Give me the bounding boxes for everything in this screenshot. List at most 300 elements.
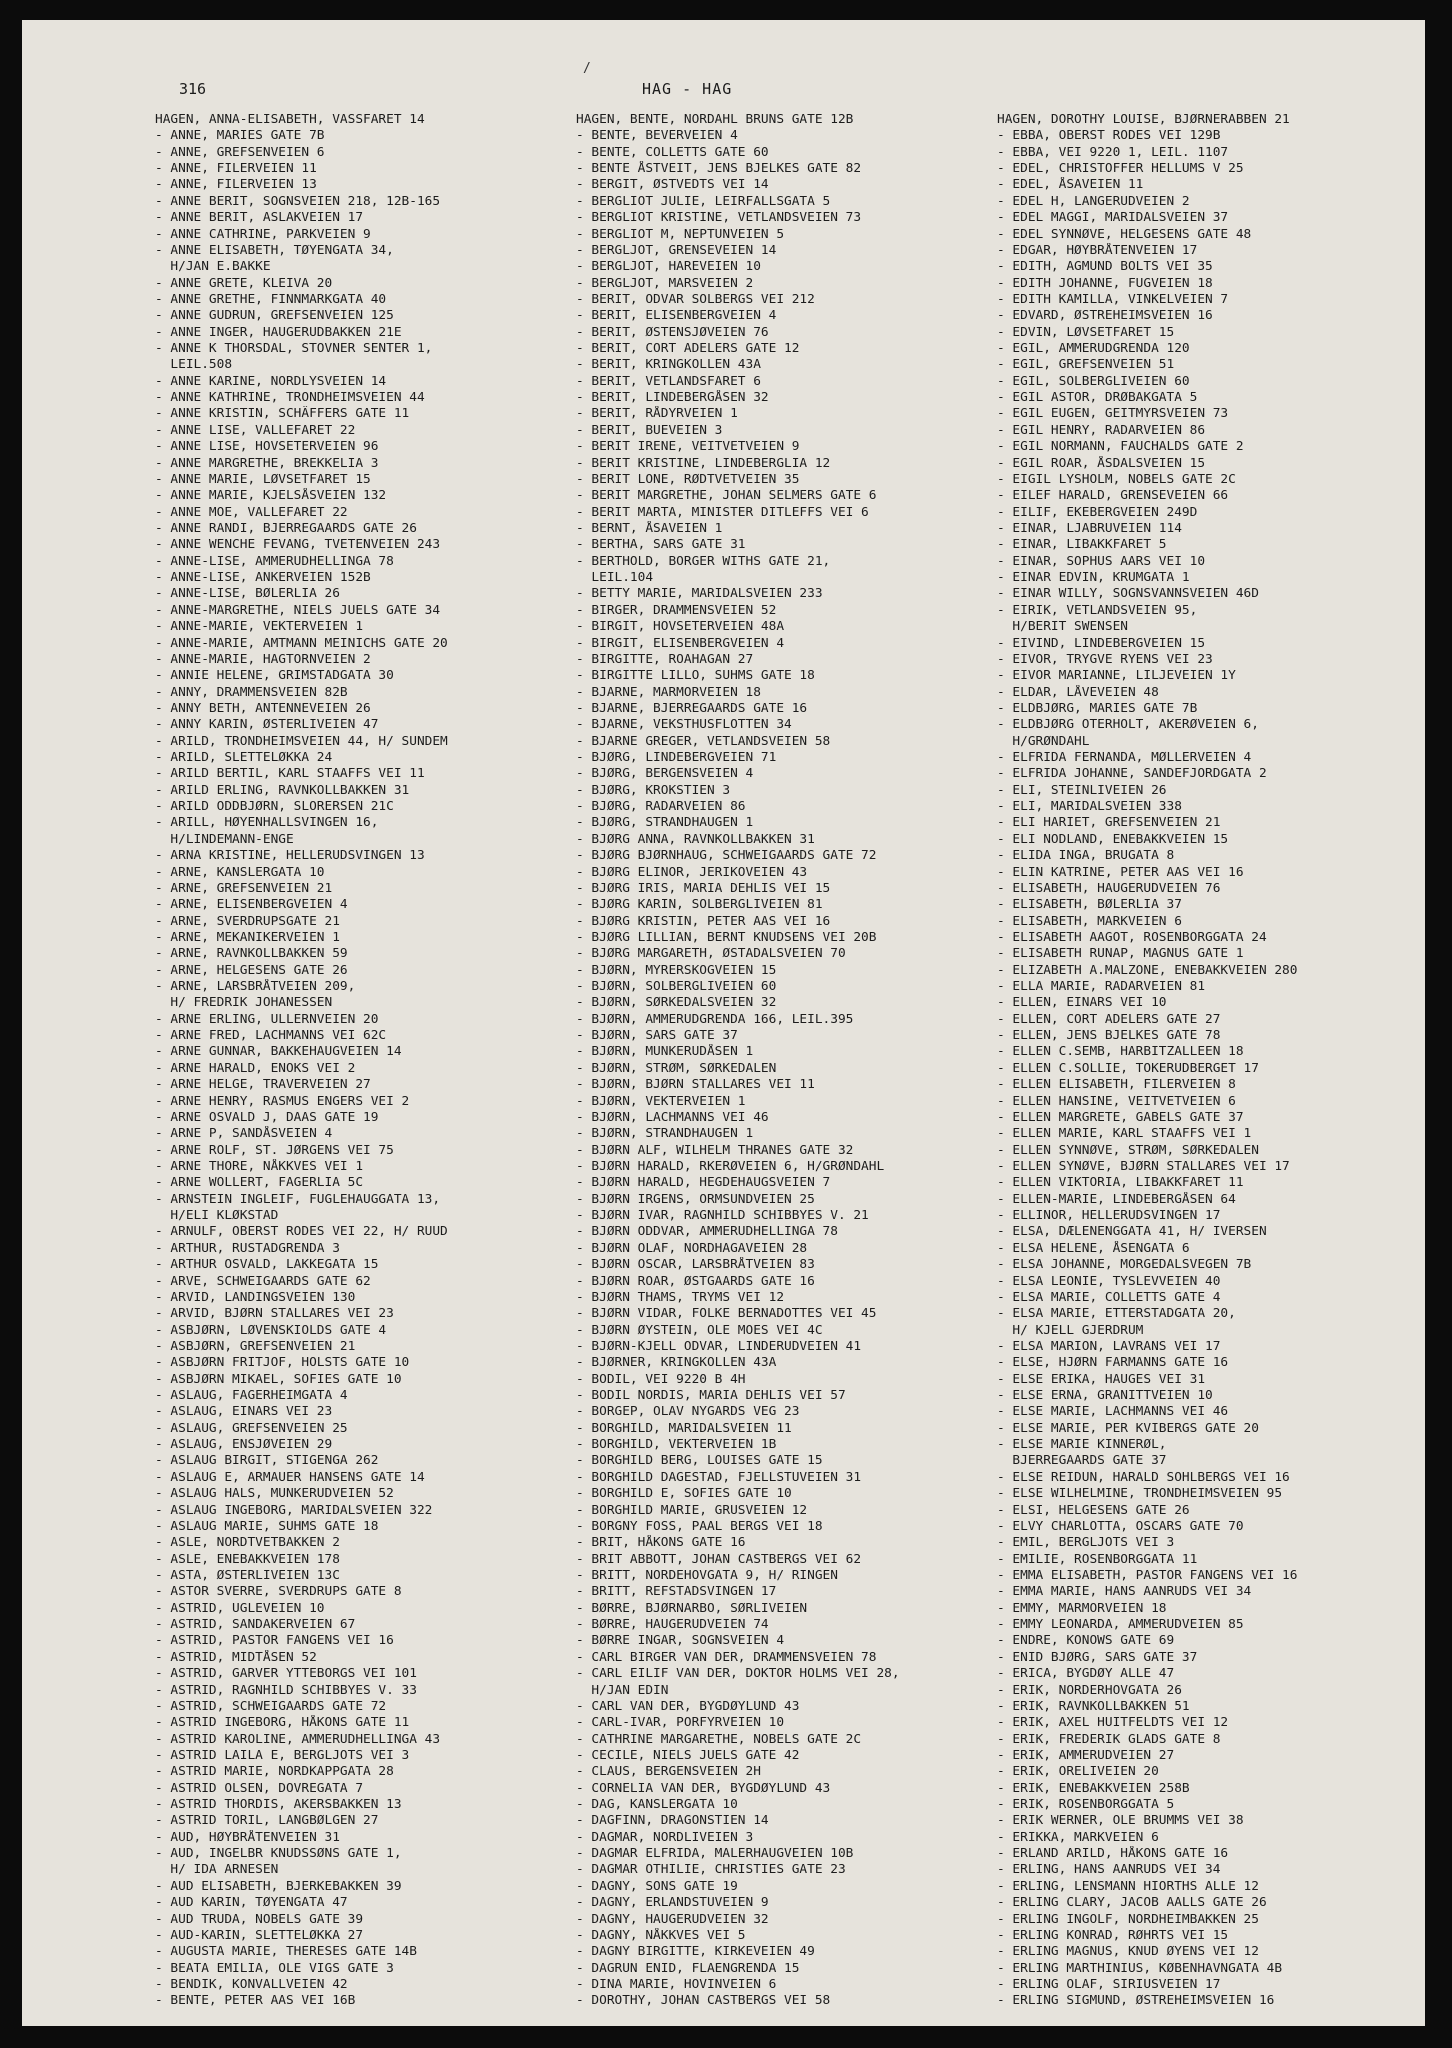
directory-entry-line: - ERLING KONRAD, RØHRTS VEI 15	[997, 1927, 1229, 1943]
directory-entry-line: - BERIT, VETLANDSFARET 6	[576, 373, 761, 389]
directory-entry-line: - ASBJØRN, LØVENSKIOLDS GATE 4	[155, 1322, 387, 1338]
directory-entry-line: - BJARNE, BJERREGAARDS GATE 16	[576, 700, 808, 716]
directory-entry-line: - DAG, KANSLERGATA 10	[576, 1797, 738, 1813]
directory-entry-line: - ASTRID, SCHWEIGAARDS GATE 72	[155, 1698, 387, 1714]
directory-entry-line: - ARNE, SVERDRUPSGATE 21	[155, 913, 340, 929]
directory-entry-line: - BERIT, LINDEBERGÅSEN 32	[576, 390, 769, 406]
directory-entry-line: - AUD-KARIN, SLETTELØKKA 27	[155, 1927, 364, 1943]
directory-entry-line: - BJØRG IRIS, MARIA DEHLIS VEI 15	[576, 880, 831, 896]
pen-mark: /	[583, 61, 591, 76]
directory-entry-line: - ELSE MARIE, PER KVIBERGS GATE 20	[997, 1420, 1259, 1436]
directory-entry-line: - ASTRID MARIE, NORDKAPPGATA 28	[155, 1764, 394, 1780]
directory-entry-line: - ANNE GUDRUN, GREFSENVEIEN 125	[155, 308, 394, 324]
directory-entry-line: - ARVID, BJØRN STALLARES VEI 23	[155, 1306, 394, 1322]
directory-entry-line: - EIVOR MARIANNE, LILJEVEIEN 1Y	[997, 668, 1236, 684]
directory-entry-line: - BERTHA, SARS GATE 31	[576, 537, 746, 553]
directory-entry-line: - ANNE, GREFSENVEIEN 6	[155, 144, 325, 160]
directory-entry-line: - BERIT, ODVAR SOLBERGS VEI 212	[576, 291, 815, 307]
directory-entry-line: - BJØRG MARGARETH, ØSTADALSVEIEN 70	[576, 946, 846, 962]
directory-entry-line: - ARNE, ELISENBERGVEIEN 4	[155, 897, 348, 913]
directory-entry-line: - BENDIK, KONVALLVEIEN 42	[155, 1976, 348, 1992]
directory-entry-line: - BODIL, VEI 9220 B 4H	[576, 1371, 746, 1387]
directory-entry-line: - DAGNY BIRGITTE, KIRKEVEIEN 49	[576, 1944, 815, 1960]
directory-entry-line: - ELLEN C.SOLLIE, TOKERUDBERGET 17	[997, 1060, 1259, 1076]
directory-entry-line: - BERIT KRISTINE, LINDEBERGLIA 12	[576, 455, 831, 471]
directory-entry-line: - ASTRID, SANDAKERVEIEN 67	[155, 1617, 356, 1633]
directory-entry-line: - BERGLIOT KRISTINE, VETLANDSVEIEN 73	[576, 210, 862, 226]
directory-entry-line: - BJØRG KARIN, SOLBERGLIVEIEN 81	[576, 897, 823, 913]
directory-entry-line: - ELSE ERIKA, HAUGES VEI 31	[997, 1371, 1206, 1387]
directory-entry-line: - BJØRG, KROKSTIEN 3	[576, 782, 731, 798]
directory-entry-line: - ASTRID KAROLINE, AMMERUDHELLINGA 43	[155, 1731, 441, 1747]
directory-entry-line: - ASBJØRN MIKAEL, SOFIES GATE 10	[155, 1371, 402, 1387]
directory-entry-line: - BJØRNER, KRINGKOLLEN 43A	[576, 1355, 777, 1371]
directory-entry-line: - BJØRN IRGENS, ORMSUNDVEIEN 25	[576, 1191, 815, 1207]
directory-entry-line: - BERIT IRENE, VEITVETVEIEN 9	[576, 439, 800, 455]
directory-entry-line: - ARVID, LANDINGSVEIEN 130	[155, 1289, 356, 1305]
directory-entry-line: - ANNE MARGRETHE, BREKKELIA 3	[155, 455, 379, 471]
directory-entry-line: - ELLEN, JENS BJELKES GATE 78	[997, 1028, 1221, 1044]
directory-entry-line: - ELFRIDA FERNANDA, MØLLERVEIEN 4	[997, 750, 1252, 766]
directory-entry-line: - BJARNE, MARMORVEIEN 18	[576, 684, 761, 700]
directory-entry-line: - ERICA, BYGDØY ALLE 47	[997, 1666, 1175, 1682]
directory-entry-line: - ELFRIDA JOHANNE, SANDEFJORDGATA 2	[997, 766, 1267, 782]
directory-entry-line: - BJØRN ODDVAR, AMMERUDHELLINGA 78	[576, 1224, 838, 1240]
directory-entry-line: - ARNE OSVALD J, DAAS GATE 19	[155, 1109, 379, 1125]
directory-entry-line: - ELLEN SYNNØVE, STRØM, SØRKEDALEN	[997, 1142, 1259, 1158]
directory-entry-line: - ARNE GUNNAR, BAKKEHAUGVEIEN 14	[155, 1044, 402, 1060]
directory-entry-line: - ANNE MARIE, KJELSÅSVEIEN 132	[155, 488, 387, 504]
directory-entry-line: - BORGHILD, MARIDALSVEIEN 11	[576, 1420, 792, 1436]
directory-entry-line: - ERIK WERNER, OLE BRUMMS VEI 38	[997, 1813, 1244, 1829]
directory-entry-line: - BIRGIT, HOVSETERVEIEN 48A	[576, 619, 785, 635]
listing-column-2	[576, 112, 996, 2010]
directory-entry-line: - ERIK, ORELIVEIEN 20	[997, 1764, 1159, 1780]
listing-column-3	[997, 112, 1417, 2010]
directory-entry-line: - ASLAUG, FAGERHEIMGATA 4	[155, 1388, 348, 1404]
directory-entry-line: - BJØRG LILLIAN, BERNT KNUDSENS VEI 20B	[576, 929, 877, 945]
directory-entry-line: - ASTRID, GARVER YTTEBORGS VEI 101	[155, 1666, 417, 1682]
directory-entry-line: H/ELI KLØKSTAD	[155, 1208, 279, 1224]
directory-entry-line: - BRIT, HÅKONS GATE 16	[576, 1535, 746, 1551]
directory-entry-line: - BERIT, ØSTENSJØVEIEN 76	[576, 324, 769, 340]
directory-page	[22, 20, 1425, 2026]
directory-entry-line: - ELLINOR, HELLERUDSVINGEN 17	[997, 1208, 1221, 1224]
directory-entry-line: - BJØRN, MUNKERUDÅSEN 1	[576, 1044, 754, 1060]
directory-entry-line: - EDEL MAGGI, MARIDALSVEIEN 37	[997, 210, 1229, 226]
directory-entry-line: - DINA MARIE, HOVINVEIEN 6	[576, 1976, 777, 1992]
directory-entry-line: - ERIK, ROSENBORGGATA 5	[997, 1797, 1175, 1813]
directory-entry-line: - BJØRN, STRØM, SØRKEDALEN	[576, 1060, 777, 1076]
directory-entry-line: - CORNELIA VAN DER, BYGDØYLUND 43	[576, 1780, 831, 1796]
directory-entry-line: - ELISABETH, HAUGERUDVEIEN 76	[997, 880, 1221, 896]
directory-entry-line: - ASLAUG, ENSJØVEIEN 29	[155, 1437, 333, 1453]
directory-entry-line: - BJØRN, AMMERUDGRENDA 166, LEIL.395	[576, 1011, 854, 1027]
directory-entry-line: - ELI HARIET, GREFSENVEIEN 21	[997, 815, 1221, 831]
directory-entry-line: - ELSA MARION, LAVRANS VEI 17	[997, 1338, 1221, 1354]
directory-entry-line: - AUD, INGELBR KNUDSSØNS GATE 1,	[155, 1846, 402, 1862]
directory-entry-line: HAGEN, BENTE, NORDAHL BRUNS GATE 12B	[576, 112, 854, 127]
directory-entry-line: - BENTE ÅSTVEIT, JENS BJELKES GATE 82	[576, 161, 862, 177]
directory-entry-line: - ANNY KARIN, ØSTERLIVEIEN 47	[155, 717, 379, 733]
directory-entry-line: H/LINDEMANN-ENGE	[155, 831, 294, 847]
directory-entry-line: - EDGAR, HØYBRÅTENVEIEN 17	[997, 242, 1198, 258]
directory-entry-line: - ANNE-MARGRETHE, NIELS JUELS GATE 34	[155, 602, 441, 618]
directory-entry-line: - EILIF, EKEBERGVEIEN 249D	[997, 504, 1198, 520]
directory-entry-line: - ELSE REIDUN, HARALD SOHLBERGS VEI 16	[997, 1469, 1290, 1485]
directory-entry-line: HAGEN, ANNA-ELISABETH, VASSFARET 14	[155, 112, 425, 127]
directory-entry-line: - ELIN KATRINE, PETER AAS VEI 16	[997, 864, 1244, 880]
directory-entry-line: - ANNE K THORSDAL, STOVNER SENTER 1,	[155, 341, 433, 357]
page-number: 316	[179, 80, 207, 98]
directory-entry-line: - ELSA HELENE, ÅSENGATA 6	[997, 1240, 1190, 1256]
directory-entry-line: - BODIL NORDIS, MARIA DEHLIS VEI 57	[576, 1388, 846, 1404]
directory-entry-line: - AUD, HØYBRÅTENVEIEN 31	[155, 1829, 340, 1845]
directory-entry-line: H/GRØNDAHL	[997, 733, 1090, 749]
directory-entry-line: - BERGLJOT, MARSVEIEN 2	[576, 275, 754, 291]
directory-entry-line: - BERIT LONE, RØDTVETVEIEN 35	[576, 471, 800, 487]
directory-entry-line: - ELLEN ELISABETH, FILERVEIEN 8	[997, 1077, 1236, 1093]
directory-entry-line: - ASBJØRN FRITJOF, HOLSTS GATE 10	[155, 1355, 410, 1371]
directory-entry-line: - ASLE, ENEBAKKVEIEN 178	[155, 1551, 340, 1567]
directory-entry-line: - BERGLJOT, HAREVEIEN 10	[576, 259, 761, 275]
directory-entry-line: - BJØRG, LINDEBERGVEIEN 71	[576, 750, 777, 766]
directory-entry-line: - DAGMAR ELFRIDA, MALERHAUGVEIEN 10B	[576, 1846, 854, 1862]
directory-entry-line: - ARNE, LARSBRÅTVEIEN 209,	[155, 979, 356, 995]
directory-entry-line: - ERLING CLARY, JACOB AALLS GATE 26	[997, 1895, 1267, 1911]
directory-entry-line: - ERLING MARTHINIUS, KØBENHAVNGATA 4B	[997, 1960, 1283, 1976]
directory-entry-line: - ELIZABETH A.MALZONE, ENEBAKKVEIEN 280	[997, 962, 1298, 978]
directory-entry-line: - CATHRINE MARGARETHE, NOBELS GATE 2C	[576, 1731, 862, 1747]
directory-entry-line: - EDVIN, LØVSETFARET 15	[997, 324, 1175, 340]
directory-entry-line: - EIVIND, LINDEBERGVEIEN 15	[997, 635, 1206, 651]
directory-entry-line: - ASTRID TORIL, LANGBØLGEN 27	[155, 1813, 379, 1829]
directory-entry-line: - ANNE LISE, HOVSETERVEIEN 96	[155, 439, 379, 455]
directory-entry-line: - CARL VAN DER, BYGDØYLUND 43	[576, 1698, 800, 1714]
directory-entry-line: - ARNE, MEKANIKERVEIEN 1	[155, 929, 340, 945]
directory-entry-line: - EMMA ELISABETH, PASTOR FANGENS VEI 16	[997, 1567, 1298, 1583]
directory-entry-line: - ANNIE HELENE, GRIMSTADGATA 30	[155, 668, 394, 684]
directory-entry-line: - DAGNY, NÅKKVES VEI 5	[576, 1927, 746, 1943]
directory-entry-line: - ANNE KARINE, NORDLYSVEIEN 14	[155, 373, 387, 389]
directory-entry-line: - ANNE, FILERVEIEN 13	[155, 177, 317, 193]
directory-entry-line: - EBBA, OBERST RODES VEI 129B	[997, 128, 1221, 144]
directory-entry-line: - ARNE THORE, NÅKKVES VEI 1	[155, 1159, 364, 1174]
directory-entry-line: - ANNE-MARIE, HAGTORNVEIEN 2	[155, 651, 371, 667]
directory-entry-line: - CARL-IVAR, PORFYRVEIEN 10	[576, 1715, 785, 1731]
directory-entry-line: - ARILD BERTIL, KARL STAAFFS VEI 11	[155, 766, 425, 782]
directory-entry-line: - ELSA JOHANNE, MORGEDALSVEGEN 7B	[997, 1257, 1252, 1273]
directory-entry-line: - ASLAUG HALS, MUNKERUDVEIEN 52	[155, 1486, 394, 1502]
directory-entry-line: - BETTY MARIE, MARIDALSVEIEN 233	[576, 586, 823, 602]
directory-entry-line: - ARNA KRISTINE, HELLERUDSVINGEN 13	[155, 848, 425, 864]
directory-entry-line: H/JAN E.BAKKE	[155, 259, 271, 275]
directory-entry-line: - ELLA MARIE, RADARVEIEN 81	[997, 979, 1206, 995]
directory-entry-line: - ENID BJØRG, SARS GATE 37	[997, 1649, 1198, 1665]
directory-entry-line: - ANNE GRETHE, FINNMARKGATA 40	[155, 291, 387, 307]
directory-entry-line: - BJØRG, STRANDHAUGEN 1	[576, 815, 754, 831]
directory-entry-line: - ERLAND ARILD, HÅKONS GATE 16	[997, 1846, 1229, 1862]
directory-entry-line: - EDEL, CHRISTOFFER HELLUMS V 25	[997, 161, 1244, 177]
directory-entry-line: - BERIT, BUEVEIEN 3	[576, 422, 723, 438]
directory-entry-line: - ARNE, HELGESENS GATE 26	[155, 962, 348, 978]
directory-entry-line: - ASBJØRN, GREFSENVEIEN 21	[155, 1338, 356, 1354]
directory-entry-line: - ANNE INGER, HAUGERUDBAKKEN 21E	[155, 324, 402, 340]
directory-entry-line: - DAGNY, SONS GATE 19	[576, 1878, 738, 1894]
directory-entry-line: - AUD TRUDA, NOBELS GATE 39	[155, 1911, 364, 1927]
directory-entry-line: - BERNT, ÅSAVEIEN 1	[576, 520, 723, 536]
directory-entry-line: - ELSA MARIE, ETTERSTADGATA 20,	[997, 1306, 1236, 1322]
directory-entry-line: - ELLEN, EINARS VEI 10	[997, 995, 1167, 1011]
directory-entry-line: - BJØRN HARALD, RKERØVEIEN 6, H/GRØNDAHL	[576, 1159, 885, 1174]
directory-entry-line: - ASLAUG INGEBORG, MARIDALSVEIEN 322	[155, 1502, 433, 1518]
directory-entry-line: - ARILD, SLETTELØKKA 24	[155, 750, 333, 766]
directory-entry-line: - BERIT, CORT ADELERS GATE 12	[576, 341, 800, 357]
directory-entry-line: - ANNE BERIT, ASLAKVEIEN 17	[155, 210, 364, 226]
directory-entry-line: - EIGIL LYSHOLM, NOBELS GATE 2C	[997, 471, 1236, 487]
directory-entry-line: - ELISABETH, BØLERLIA 37	[997, 897, 1182, 913]
directory-entry-line: - ANNE, FILERVEIEN 11	[155, 161, 317, 177]
directory-entry-line: - BJØRN, SOLBERGLIVEIEN 60	[576, 979, 777, 995]
directory-entry-line: - ELDBJØRG OTERHOLT, AKERØVEIEN 6,	[997, 717, 1259, 733]
directory-entry-line: - ASTRID LAILA E, BERGLJOTS VEI 3	[155, 1747, 410, 1763]
directory-entry-line: - ANNY, DRAMMENSVEIEN 82B	[155, 684, 348, 700]
directory-entry-line: - ELSA LEONIE, TYSLEVVEIEN 40	[997, 1273, 1221, 1289]
directory-entry-line: - CARL EILIF VAN DER, DOKTOR HOLMS VEI 28,	[576, 1666, 900, 1682]
directory-entry-line: - ELLEN HANSINE, VEITVETVEIEN 6	[997, 1093, 1236, 1109]
directory-entry-line: - ANNE WENCHE FEVANG, TVETENVEIEN 243	[155, 537, 441, 553]
directory-entry-line: - AUD ELISABETH, BJERKEBAKKEN 39	[155, 1878, 402, 1894]
directory-entry-line: - BJØRG ANNA, RAVNKOLLBAKKEN 31	[576, 831, 815, 847]
directory-entry-line: - ARILD ERLING, RAVNKOLLBAKKEN 31	[155, 782, 410, 798]
directory-entry-line: - ELI, MARIDALSVEIEN 338	[997, 799, 1182, 815]
directory-entry-line: - ERLING OLAF, SIRIUSVEIEN 17	[997, 1976, 1221, 1992]
directory-entry-line: - ASTA, ØSTERLIVEIEN 13C	[155, 1567, 340, 1583]
directory-entry-line: - ASLE, NORDTVETBAKKEN 2	[155, 1535, 340, 1551]
directory-entry-line: - BERGLIOT JULIE, LEIRFALLSGATA 5	[576, 193, 831, 209]
directory-entry-line: - ARNE, GREFSENVEIEN 21	[155, 880, 333, 896]
directory-entry-line: - ANNE GRETE, KLEIVA 20	[155, 275, 333, 291]
directory-entry-line: - BORGHILD BERG, LOUISES GATE 15	[576, 1453, 823, 1469]
directory-entry-line: - BØRRE, HAUGERUDVEIEN 74	[576, 1617, 769, 1633]
directory-entry-line: - ANNE, MARIES GATE 7B	[155, 128, 325, 144]
directory-entry-line: - ERIK, NORDERHOVGATA 26	[997, 1682, 1182, 1698]
directory-entry-line: - ASLAUG, GREFSENVEIEN 25	[155, 1420, 348, 1436]
directory-entry-line: - ANNE BERIT, SOGNSVEIEN 218, 12B-165	[155, 193, 441, 209]
directory-entry-line: - ARNE WOLLERT, FAGERLIA 5C	[155, 1175, 364, 1191]
directory-entry-line: - DAGNY, ERLANDSTUVEIEN 9	[576, 1895, 769, 1911]
directory-entry-line: - ELDAR, LÅVEVEIEN 48	[997, 684, 1159, 700]
directory-entry-line: - ERIK, ENEBAKKVEIEN 258B	[997, 1780, 1190, 1796]
directory-entry-line: - ARNE HARALD, ENOKS VEI 2	[155, 1060, 356, 1076]
directory-entry-line: - ERIK, AMMERUDVEIEN 27	[997, 1747, 1175, 1763]
directory-entry-line: - EINAR, LIBAKKFARET 5	[997, 537, 1167, 553]
directory-entry-line: - ANNE-MARIE, AMTMANN MEINICHS GATE 20	[155, 635, 448, 651]
directory-entry-line: - ELI, STEINLIVEIEN 26	[997, 782, 1167, 798]
directory-entry-line: - BJØRN ROAR, ØSTGAARDS GATE 16	[576, 1273, 815, 1289]
directory-entry-line: - ELSA MARIE, COLLETTS GATE 4	[997, 1289, 1221, 1305]
directory-entry-line: - EDITH JOHANNE, FUGVEIEN 18	[997, 275, 1213, 291]
directory-entry-line: - ELIDA INGA, BRUGATA 8	[997, 848, 1175, 864]
directory-entry-line: - ELSI, HELGESENS GATE 26	[997, 1502, 1190, 1518]
directory-entry-line: - ASTRID, UGLEVEIEN 10	[155, 1600, 325, 1616]
directory-entry-line: - EGIL, AMMERUDGRENDA 120	[997, 341, 1190, 357]
directory-entry-line: - ARVE, SCHWEIGAARDS GATE 62	[155, 1273, 371, 1289]
directory-entry-line: - ELDBJØRG, MARIES GATE 7B	[997, 700, 1198, 716]
directory-entry-line: - BJØRN, BJØRN STALLARES VEI 11	[576, 1077, 815, 1093]
directory-entry-line: - AUGUSTA MARIE, THERESES GATE 14B	[155, 1944, 417, 1960]
directory-entry-line: - BERIT, ELISENBERGVEIEN 4	[576, 308, 777, 324]
directory-entry-line: - BORGEP, OLAV NYGARDS VEG 23	[576, 1404, 800, 1420]
directory-entry-line: - ENDRE, KONOWS GATE 69	[997, 1633, 1175, 1649]
directory-entry-line: - ARTHUR OSVALD, LAKKEGATA 15	[155, 1257, 379, 1273]
listing-column-1	[155, 112, 575, 2010]
directory-entry-line: - ANNY BETH, ANTENNEVEIEN 26	[155, 700, 371, 716]
directory-entry-line: - BJØRN OSCAR, LARSBRÅTVEIEN 83	[576, 1257, 815, 1273]
directory-entry-line: H/ IDA ARNESEN	[155, 1862, 279, 1878]
directory-entry-line: - ELLEN, CORT ADELERS GATE 27	[997, 1011, 1221, 1027]
directory-entry-line: - EGIL, SOLBERGLIVEIEN 60	[997, 373, 1190, 389]
directory-entry-line: - ERIK, AXEL HUITFELDTS VEI 12	[997, 1715, 1229, 1731]
directory-entry-line: - ELLEN MARIE, KARL STAAFFS VEI 1	[997, 1126, 1252, 1142]
directory-entry-line: - ELISABETH AAGOT, ROSENBORGGATA 24	[997, 929, 1267, 945]
directory-entry-line: - DAGFINN, DRAGONSTIEN 14	[576, 1813, 769, 1829]
directory-entry-line: - EGIL EUGEN, GEITMYRSVEIEN 73	[997, 406, 1229, 422]
directory-entry-line: - ARNE, RAVNKOLLBAKKEN 59	[155, 946, 348, 962]
directory-entry-line: LEIL.104	[576, 570, 654, 586]
directory-entry-line: - ANNE-MARIE, VEKTERVEIEN 1	[155, 619, 364, 635]
directory-entry-line: - ASTRID, RAGNHILD SCHIBBYES V. 33	[155, 1682, 417, 1698]
directory-entry-line: - ANNE LISE, VALLEFARET 22	[155, 422, 356, 438]
directory-entry-line: - DAGNY, HAUGERUDVEIEN 32	[576, 1911, 769, 1927]
directory-entry-line: - ANNE-LISE, ANKERVEIEN 152B	[155, 570, 371, 586]
directory-entry-line: - ASTRID OLSEN, DOVREGATA 7	[155, 1780, 364, 1796]
directory-entry-line: - CLAUS, BERGENSVEIEN 2H	[576, 1764, 761, 1780]
directory-entry-line: - BJØRN VIDAR, FOLKE BERNADOTTES VEI 45	[576, 1306, 877, 1322]
directory-entry-line: - BJØRN ALF, WILHELM THRANES GATE 32	[576, 1142, 854, 1158]
directory-entry-line: - BJØRN ØYSTEIN, OLE MOES VEI 4C	[576, 1322, 823, 1338]
directory-entry-line: HAGEN, DOROTHY LOUISE, BJØRNERABBEN 21	[997, 112, 1290, 127]
directory-entry-line: - ERLING SIGMUND, ØSTREHEIMSVEIEN 16	[997, 1993, 1275, 2009]
directory-entry-line: - DAGMAR OTHILIE, CHRISTIES GATE 23	[576, 1862, 846, 1878]
directory-entry-line: - EDITH, AGMUND BOLTS VEI 35	[997, 259, 1213, 275]
directory-entry-line: - ANNE CATHRINE, PARKVEIEN 9	[155, 226, 371, 242]
directory-entry-line: - BERGLIOT M, NEPTUNVEIEN 5	[576, 226, 785, 242]
directory-entry-line: - ANNE RANDI, BJERREGAARDS GATE 26	[155, 520, 417, 536]
directory-entry-line: - BORGHILD MARIE, GRUSVEIEN 12	[576, 1502, 808, 1518]
directory-entry-line: - EMMA MARIE, HANS AANRUDS VEI 34	[997, 1584, 1252, 1600]
directory-entry-line: - BJØRN, MYRERSKOGVEIEN 15	[576, 962, 777, 978]
directory-entry-line: - ERLING, LENSMANN HIORTHS ALLE 12	[997, 1878, 1259, 1894]
directory-entry-line: - BJØRG, RADARVEIEN 86	[576, 799, 746, 815]
directory-entry-line: - ARNE FRED, LACHMANNS VEI 62C	[155, 1028, 387, 1044]
directory-entry-line: - CECILE, NIELS JUELS GATE 42	[576, 1747, 800, 1763]
directory-entry-line: - BØRRE, BJØRNARBO, SØRLIVEIEN	[576, 1600, 808, 1616]
directory-entry-line: - ASLAUG E, ARMAUER HANSENS GATE 14	[155, 1469, 425, 1485]
directory-entry-line: - ASLAUG MARIE, SUHMS GATE 18	[155, 1518, 379, 1534]
directory-entry-line: - BJARNE, VEKSTHUSFLOTTEN 34	[576, 717, 792, 733]
directory-entry-line: - ELLEN VIKTORIA, LIBAKKFARET 11	[997, 1175, 1244, 1191]
directory-entry-line: - EDVARD, ØSTREHEIMSVEIEN 16	[997, 308, 1213, 324]
directory-entry-line: - ARILD ODDBJØRN, SLORERSEN 21C	[155, 799, 394, 815]
directory-entry-line: - ERLING MAGNUS, KNUD ØYENS VEI 12	[997, 1944, 1259, 1960]
directory-entry-line: - EDEL H, LANGERUDVEIEN 2	[997, 193, 1190, 209]
directory-entry-line: - ELLEN MARGRETE, GABELS GATE 37	[997, 1109, 1244, 1125]
directory-entry-line: - BERGIT, ØSTVEDTS VEI 14	[576, 177, 769, 193]
directory-entry-line: BJERREGAARDS GATE 37	[997, 1453, 1167, 1469]
directory-entry-line: - ASTRID, PASTOR FANGENS VEI 16	[155, 1633, 394, 1649]
directory-entry-line: - EMMY LEONARDA, AMMERUDVEIEN 85	[997, 1617, 1244, 1633]
directory-entry-line: - ELLEN C.SEMB, HARBITZALLEEN 18	[997, 1044, 1244, 1060]
directory-entry-line: - BJØRN OLAF, NORDHAGAVEIEN 28	[576, 1240, 808, 1256]
directory-entry-line: - BERTHOLD, BORGER WITHS GATE 21,	[576, 553, 831, 569]
directory-entry-line: - ANNE KATHRINE, TRONDHEIMSVEIEN 44	[155, 390, 425, 406]
directory-entry-line: - EILEF HARALD, GRENSEVEIEN 66	[997, 488, 1229, 504]
directory-entry-line: - EIRIK, VETLANDSVEIEN 95,	[997, 602, 1198, 618]
directory-entry-line: - BORGHILD E, SOFIES GATE 10	[576, 1486, 792, 1502]
directory-entry-line: - BJØRN HARALD, HEGDEHAUGSVEIEN 7	[576, 1175, 831, 1191]
directory-entry-line: - ELSE MARIE, LACHMANNS VEI 46	[997, 1404, 1229, 1420]
directory-entry-line: - EGIL, GREFSENVEIEN 51	[997, 357, 1175, 373]
directory-entry-line: - BERIT MARTA, MINISTER DITLEFFS VEI 6	[576, 504, 869, 520]
directory-entry-line: - ASTRID THORDIS, AKERSBAKKEN 13	[155, 1797, 402, 1813]
directory-entry-line: - EMIL, BERGLJOTS VEI 3	[997, 1535, 1175, 1551]
directory-entry-line: - ARNSTEIN INGLEIF, FUGLEHAUGGATA 13,	[155, 1191, 441, 1207]
directory-entry-line: - ARNE ROLF, ST. JØRGENS VEI 75	[155, 1142, 394, 1158]
directory-entry-line: - EGIL NORMANN, FAUCHALDS GATE 2	[997, 439, 1244, 455]
directory-entry-line: - BERGLJOT, GRENSEVEIEN 14	[576, 242, 777, 258]
directory-entry-line: - EDEL SYNNØVE, HELGESENS GATE 48	[997, 226, 1252, 242]
directory-entry-line: - BRITT, REFSTADSVINGEN 17	[576, 1584, 777, 1600]
directory-entry-line: - BJØRN IVAR, RAGNHILD SCHIBBYES V. 21	[576, 1208, 869, 1224]
directory-entry-line: - ELSE MARIE KINNERØL,	[997, 1437, 1167, 1453]
directory-entry-line: - BRIT ABBOTT, JOHAN CASTBERGS VEI 62	[576, 1551, 862, 1567]
directory-entry-line: - ANNE-LISE, AMMERUDHELLINGA 78	[155, 553, 394, 569]
directory-entry-line: - EGIL HENRY, RADARVEIEN 86	[997, 422, 1206, 438]
directory-entry-line: - BERIT MARGRETHE, JOHAN SELMERS GATE 6	[576, 488, 877, 504]
directory-entry-line: - BJØRN, SARS GATE 37	[576, 1028, 738, 1044]
directory-entry-line: LEIL.508	[155, 357, 233, 373]
directory-entry-line: - ERLING INGOLF, NORDHEIMBAKKEN 25	[997, 1911, 1259, 1927]
directory-entry-line: - EMMY, MARMORVEIEN 18	[997, 1600, 1167, 1616]
directory-entry-line: - ELSE WILHELMINE, TRONDHEIMSVEIEN 95	[997, 1486, 1283, 1502]
directory-entry-line: - BJØRN THAMS, TRYMS VEI 12	[576, 1289, 785, 1305]
directory-entry-line: - BJØRG KRISTIN, PETER AAS VEI 16	[576, 913, 831, 929]
directory-entry-line: H/ FREDRIK JOHANESSEN	[155, 995, 333, 1011]
directory-entry-line: - BORGHILD DAGESTAD, FJELLSTUVEIEN 31	[576, 1469, 862, 1485]
directory-entry-line: H/BERIT SWENSEN	[997, 619, 1128, 635]
directory-entry-line: - EIVOR, TRYGVE RYENS VEI 23	[997, 651, 1213, 667]
directory-entry-line: - ELI NODLAND, ENEBAKKVEIEN 15	[997, 831, 1229, 847]
directory-entry-line: - ARNE P, SANDÅSVEIEN 4	[155, 1126, 333, 1142]
directory-entry-line: - ARNE HENRY, RASMUS ENGERS VEI 2	[155, 1093, 410, 1109]
directory-entry-line: - BJØRN, VEKTERVEIEN 1	[576, 1093, 746, 1109]
directory-entry-line: - ELISABETH, MARKVEIEN 6	[997, 913, 1182, 929]
directory-entry-line: - BJØRG, BERGENSVEIEN 4	[576, 766, 754, 782]
directory-entry-line: - EGIL ROAR, ÅSDALSVEIEN 15	[997, 455, 1206, 471]
directory-entry-line: - BJØRG ELINOR, JERIKOVEIEN 43	[576, 864, 808, 880]
directory-entry-line: - BRITT, NORDEHOVGATA 9, H/ RINGEN	[576, 1567, 838, 1583]
directory-entry-line: - ERLING, HANS AANRUDS VEI 34	[997, 1862, 1221, 1878]
directory-entry-line: - AUD KARIN, TØYENGATA 47	[155, 1895, 348, 1911]
directory-entry-line: - BEATA EMILIA, OLE VIGS GATE 3	[155, 1960, 394, 1976]
directory-entry-line: - BJØRN, LACHMANNS VEI 46	[576, 1109, 769, 1125]
directory-entry-line: - BIRGITTE LILLO, SUHMS GATE 18	[576, 668, 815, 684]
directory-entry-line: - ELSE, HJØRN FARMANNS GATE 16	[997, 1355, 1229, 1371]
directory-entry-line: - BORGNY FOSS, PAAL BERGS VEI 18	[576, 1518, 823, 1534]
directory-entry-line: H/JAN EDIN	[576, 1682, 669, 1698]
directory-entry-line: - BJARNE GREGER, VETLANDSVEIEN 58	[576, 733, 831, 749]
